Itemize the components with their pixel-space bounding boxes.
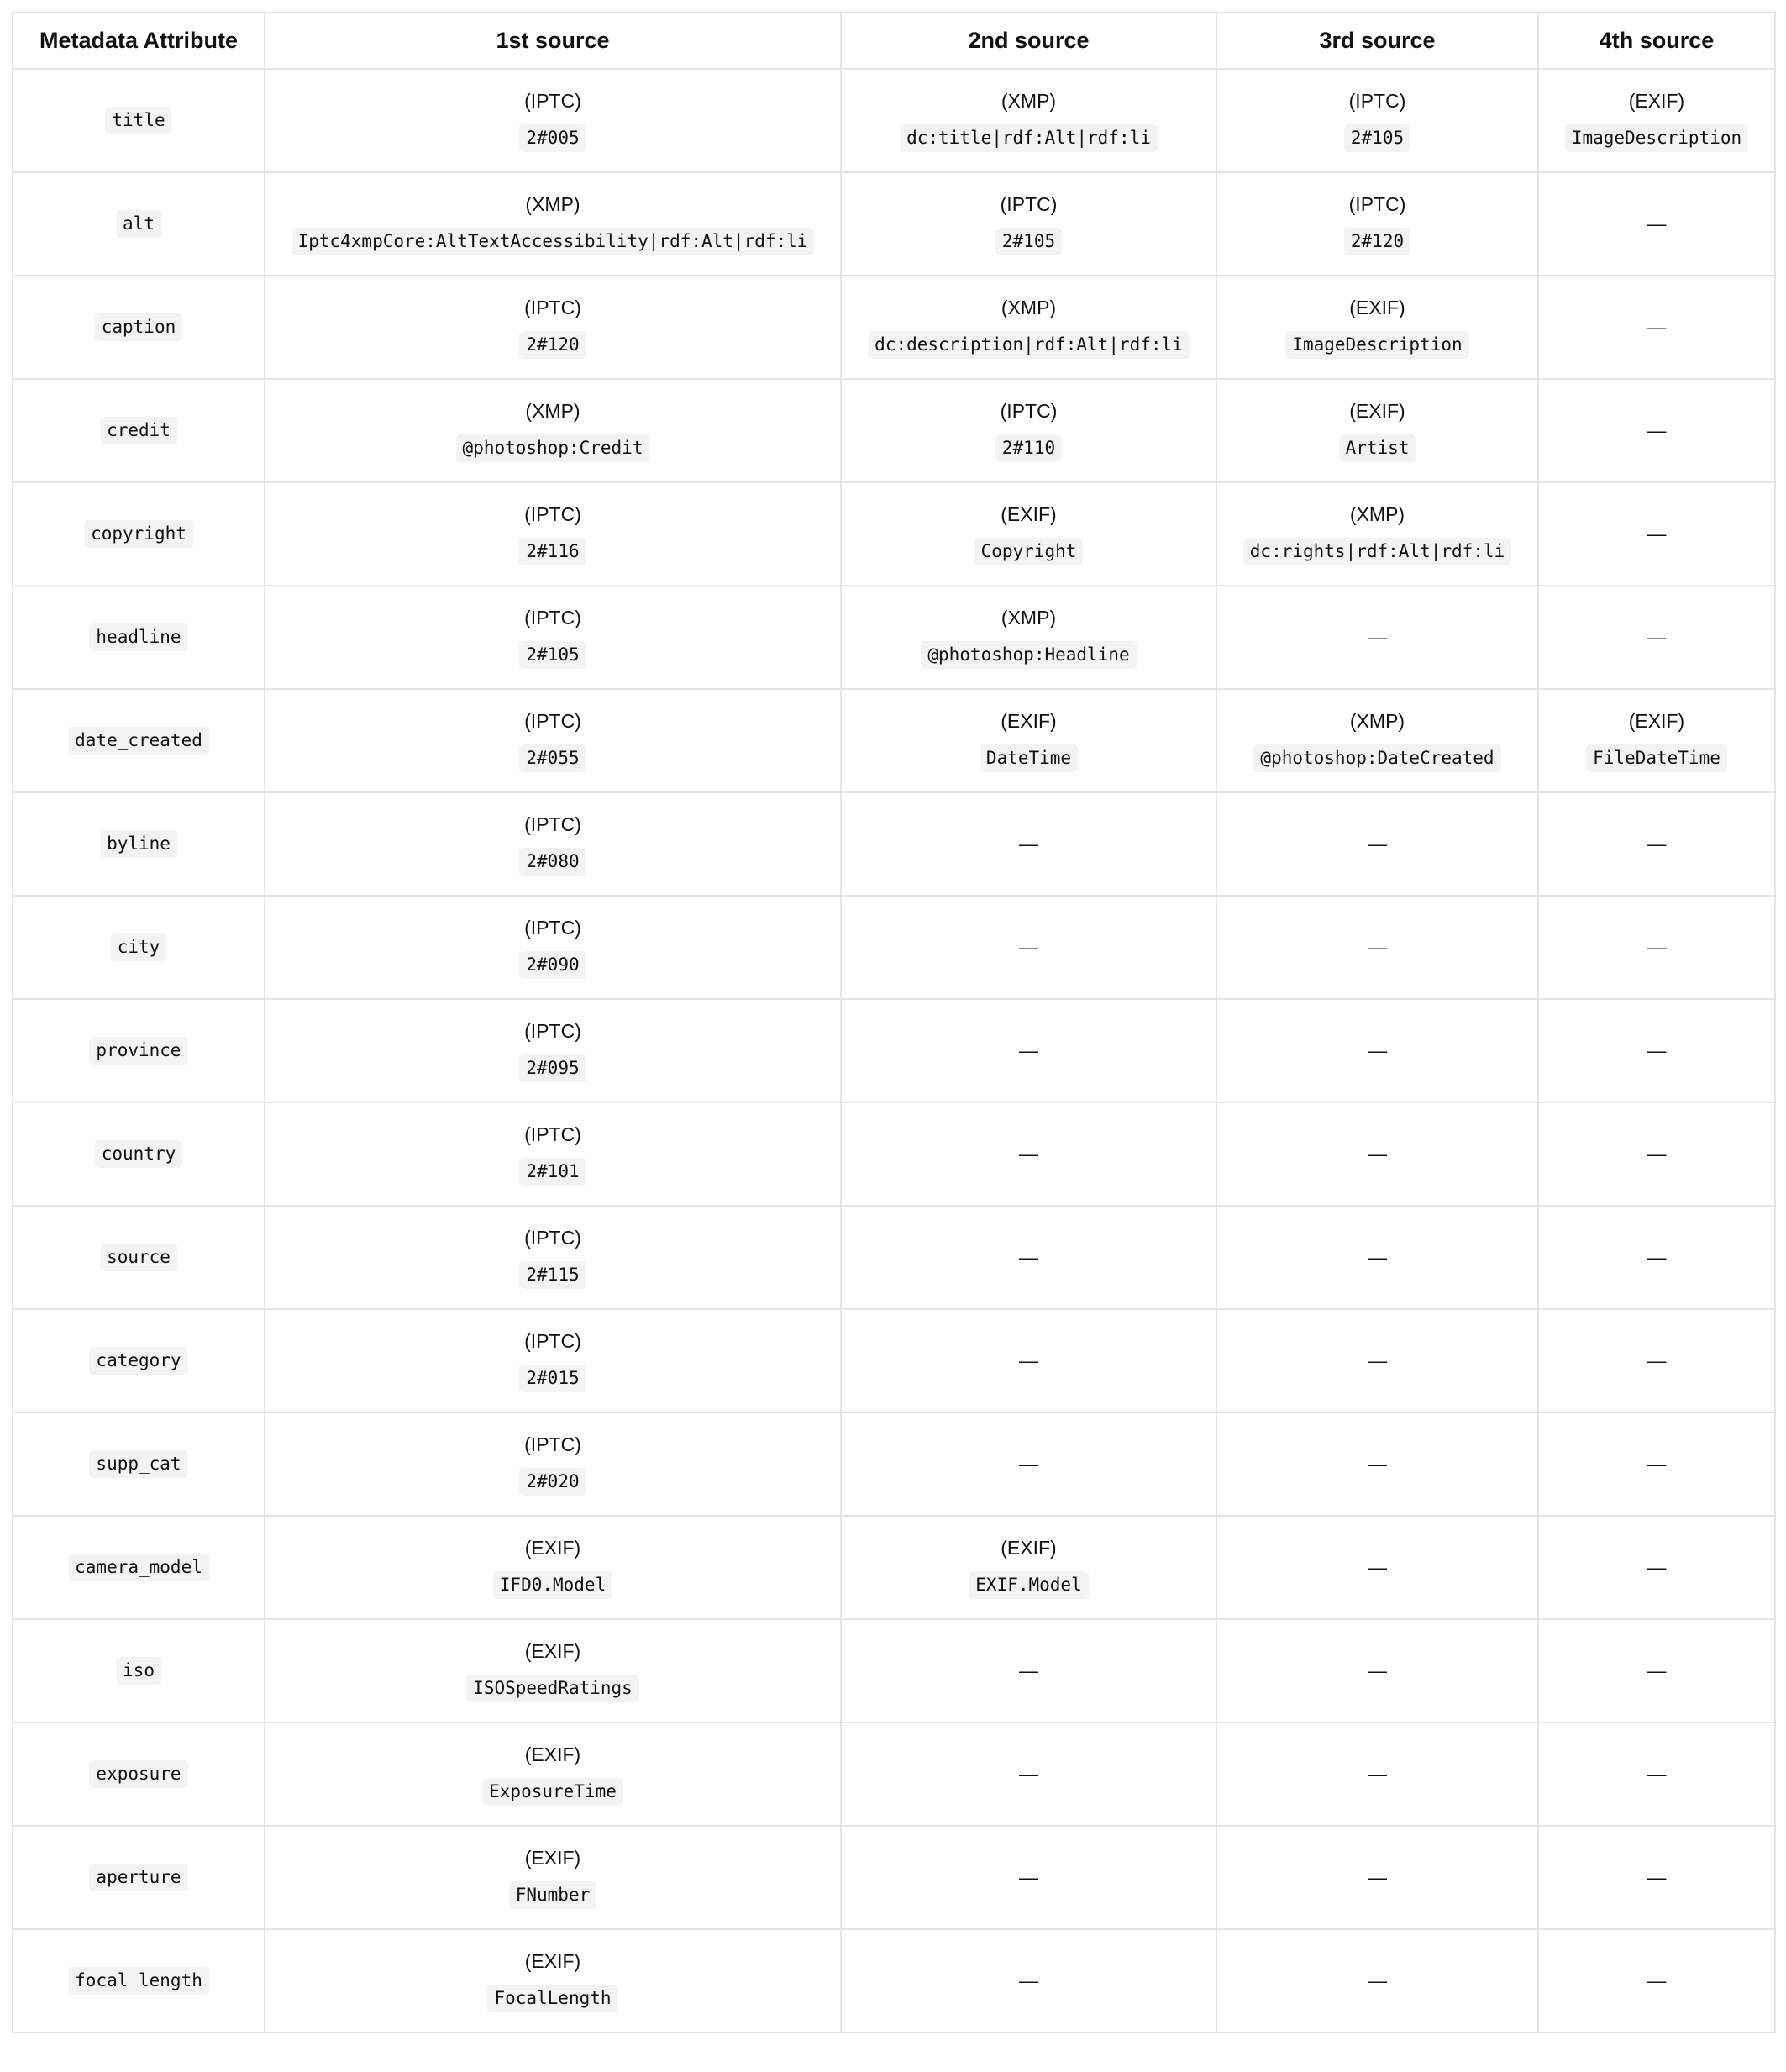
source-key: 2#110	[995, 434, 1062, 462]
source-1-cell	[265, 1309, 841, 1412]
source-key: 2#116	[519, 538, 586, 565]
source-1-cell	[265, 482, 841, 586]
source-1-cell	[265, 586, 841, 689]
source-type: (IPTC)	[524, 607, 581, 628]
attribute-name: exposure	[89, 1760, 187, 1788]
source-2-cell	[841, 482, 1216, 586]
source-type: (IPTC)	[524, 503, 581, 525]
column-header-source-3: 3rd source	[1216, 13, 1538, 69]
source-key: dc:description|rdf:Alt|rdf:li	[868, 331, 1190, 359]
attribute-cell	[13, 379, 265, 482]
empty-marker: —	[1647, 1659, 1667, 1681]
source-2-cell	[841, 1516, 1216, 1619]
attribute-name: iso	[116, 1657, 161, 1685]
source-key: FocalLength	[487, 1985, 617, 2012]
attribute-cell	[13, 896, 265, 999]
empty-marker: —	[1019, 1349, 1038, 1371]
attribute-name: category	[89, 1347, 187, 1375]
source-2-cell	[841, 379, 1216, 482]
source-key: 2#090	[519, 951, 586, 979]
attribute-cell	[13, 1722, 265, 1826]
empty-marker: —	[1647, 1039, 1667, 1061]
source-type: (IPTC)	[1000, 400, 1058, 422]
source-1-cell	[265, 1412, 841, 1516]
source-1-cell	[265, 172, 841, 276]
empty-marker: —	[1019, 1866, 1038, 1888]
source-type: (XMP)	[1001, 90, 1057, 112]
source-1-cell	[265, 69, 841, 172]
empty-marker: —	[1019, 1659, 1038, 1681]
source-type: (EXIF)	[524, 1640, 581, 1662]
attribute-cell	[13, 792, 265, 896]
source-type: (IPTC)	[524, 1020, 581, 1042]
attribute-name: title	[105, 107, 171, 134]
source-type: (IPTC)	[524, 297, 581, 318]
source-4-cell	[1538, 1412, 1775, 1516]
empty-marker: —	[1019, 1763, 1038, 1785]
source-3-cell	[1216, 276, 1538, 379]
source-key: EXIF.Model	[969, 1571, 1088, 1599]
source-3-cell	[1216, 1619, 1538, 1722]
source-1-cell	[265, 792, 841, 896]
attribute-cell	[13, 69, 265, 172]
source-4-cell	[1538, 379, 1775, 482]
source-3-cell	[1216, 172, 1538, 276]
source-1-cell	[265, 896, 841, 999]
attribute-name: copyright	[84, 520, 193, 548]
source-type: (XMP)	[1349, 503, 1405, 525]
attribute-cell	[13, 689, 265, 792]
source-key: Artist	[1339, 434, 1416, 462]
attribute-name: byline	[100, 830, 177, 858]
table-row	[13, 586, 1775, 689]
attribute-name: aperture	[89, 1864, 187, 1891]
source-type: (XMP)	[1001, 607, 1057, 628]
empty-marker: —	[1368, 1143, 1387, 1165]
source-2-cell	[841, 69, 1216, 172]
source-type: (XMP)	[525, 193, 580, 215]
attribute-name: source	[100, 1244, 177, 1271]
source-type: (IPTC)	[524, 90, 581, 112]
source-type: (IPTC)	[524, 917, 581, 939]
source-4-cell	[1538, 1516, 1775, 1619]
attribute-cell	[13, 999, 265, 1102]
source-3-cell	[1216, 1206, 1538, 1309]
empty-marker: —	[1647, 1453, 1667, 1475]
empty-marker: —	[1019, 1246, 1038, 1268]
empty-marker: —	[1368, 1763, 1387, 1785]
table-row	[13, 1516, 1775, 1619]
attribute-name: credit	[100, 417, 177, 444]
empty-marker: —	[1647, 936, 1667, 958]
attribute-cell	[13, 1929, 265, 2033]
source-2-cell	[841, 1722, 1216, 1826]
source-3-cell	[1216, 689, 1538, 792]
empty-marker: —	[1019, 1039, 1038, 1061]
source-4-cell	[1538, 482, 1775, 586]
source-type: (EXIF)	[524, 1537, 581, 1559]
source-key: @photoshop:Credit	[456, 434, 650, 462]
source-4-cell	[1538, 276, 1775, 379]
source-3-cell	[1216, 1929, 1538, 2033]
attribute-name: province	[89, 1037, 187, 1065]
empty-marker: —	[1647, 316, 1667, 338]
empty-marker: —	[1647, 1246, 1667, 1268]
source-1-cell	[265, 1722, 841, 1826]
source-key: 2#101	[519, 1158, 586, 1186]
empty-marker: —	[1368, 1453, 1387, 1475]
source-3-cell	[1216, 1516, 1538, 1619]
source-key: Iptc4xmpCore:AltTextAccessibility|rdf:Alt|rdf:li	[292, 228, 815, 255]
table-row	[13, 1722, 1775, 1826]
source-type: (IPTC)	[1348, 90, 1406, 112]
source-type: (EXIF)	[524, 1950, 581, 1972]
attribute-name: camera_model	[68, 1554, 209, 1581]
source-2-cell	[841, 896, 1216, 999]
table-row	[13, 69, 1775, 172]
source-4-cell	[1538, 1102, 1775, 1206]
source-2-cell	[841, 1309, 1216, 1412]
source-type: (IPTC)	[1000, 193, 1058, 215]
source-3-cell	[1216, 69, 1538, 172]
source-key: FNumber	[509, 1881, 597, 1909]
source-key: ExposureTime	[482, 1778, 623, 1806]
table-row	[13, 1309, 1775, 1412]
attribute-name: date_created	[68, 727, 209, 755]
attribute-cell	[13, 1826, 265, 1929]
source-3-cell	[1216, 379, 1538, 482]
source-key: ImageDescription	[1285, 331, 1468, 359]
empty-marker: —	[1647, 1866, 1667, 1888]
source-key: ISOSpeedRatings	[466, 1675, 639, 1702]
source-type: (XMP)	[1349, 710, 1405, 732]
attribute-name: supp_cat	[89, 1450, 187, 1478]
attribute-cell	[13, 482, 265, 586]
source-type: (EXIF)	[1001, 710, 1057, 732]
source-key: 2#015	[519, 1365, 586, 1392]
source-4-cell	[1538, 1929, 1775, 2033]
source-key: 2#105	[1344, 124, 1410, 152]
source-key: 2#080	[519, 848, 586, 876]
empty-marker: —	[1647, 1143, 1667, 1165]
source-1-cell	[265, 379, 841, 482]
source-type: (EXIF)	[524, 1847, 581, 1869]
source-key: @photoshop:Headline	[921, 641, 1136, 669]
attribute-cell	[13, 1309, 265, 1412]
table-row	[13, 1826, 1775, 1929]
source-4-cell	[1538, 1619, 1775, 1722]
table-row	[13, 1929, 1775, 2033]
empty-marker: —	[1368, 626, 1387, 648]
source-key: FileDateTime	[1586, 744, 1727, 772]
source-type: (EXIF)	[524, 1743, 581, 1765]
source-2-cell	[841, 1206, 1216, 1309]
source-3-cell	[1216, 792, 1538, 896]
attribute-name: caption	[95, 313, 183, 341]
source-key: 2#120	[1344, 228, 1410, 255]
source-type: (IPTC)	[1348, 193, 1406, 215]
empty-marker: —	[1368, 1246, 1387, 1268]
metadata-sources-table	[12, 12, 1776, 2033]
source-type: (EXIF)	[1349, 297, 1405, 318]
attribute-cell	[13, 276, 265, 379]
source-1-cell	[265, 1929, 841, 2033]
source-4-cell	[1538, 1722, 1775, 1826]
attribute-name: city	[111, 933, 167, 961]
source-3-cell	[1216, 999, 1538, 1102]
empty-marker: —	[1368, 1969, 1387, 1991]
column-header-attribute: Metadata Attribute	[13, 13, 265, 69]
table-row	[13, 689, 1775, 792]
source-1-cell	[265, 1516, 841, 1619]
table-row	[13, 792, 1775, 896]
source-key: 2#115	[519, 1261, 586, 1289]
source-3-cell	[1216, 896, 1538, 999]
source-2-cell	[841, 1412, 1216, 1516]
table-row	[13, 1206, 1775, 1309]
empty-marker: —	[1019, 1453, 1038, 1475]
source-4-cell	[1538, 792, 1775, 896]
source-key: dc:title|rdf:Alt|rdf:li	[900, 124, 1158, 152]
table-row	[13, 896, 1775, 999]
empty-marker: —	[1368, 1556, 1387, 1578]
column-header-source-2: 2nd source	[841, 13, 1216, 69]
source-2-cell	[841, 586, 1216, 689]
source-key: ImageDescription	[1565, 124, 1748, 152]
source-key: 2#095	[519, 1054, 586, 1082]
empty-marker: —	[1368, 1866, 1387, 1888]
table-row	[13, 482, 1775, 586]
attribute-cell	[13, 1206, 265, 1309]
source-key: dc:rights|rdf:Alt|rdf:li	[1243, 538, 1511, 565]
table-body	[13, 69, 1775, 2033]
source-type: (XMP)	[1001, 297, 1057, 318]
source-key: 2#055	[519, 744, 586, 772]
source-1-cell	[265, 276, 841, 379]
source-key: 2#005	[519, 124, 586, 152]
source-3-cell	[1216, 1102, 1538, 1206]
source-type: (IPTC)	[524, 1433, 581, 1455]
source-1-cell	[265, 1206, 841, 1309]
source-type: (IPTC)	[524, 1227, 581, 1249]
source-4-cell	[1538, 172, 1775, 276]
attribute-name: country	[95, 1140, 183, 1168]
source-4-cell	[1538, 999, 1775, 1102]
source-2-cell	[841, 1826, 1216, 1929]
table-row	[13, 276, 1775, 379]
source-key: 2#120	[519, 331, 586, 359]
empty-marker: —	[1647, 1349, 1667, 1371]
table-row	[13, 379, 1775, 482]
empty-marker: —	[1647, 1763, 1667, 1785]
source-4-cell	[1538, 586, 1775, 689]
source-2-cell	[841, 1619, 1216, 1722]
attribute-cell	[13, 1102, 265, 1206]
source-1-cell	[265, 689, 841, 792]
source-2-cell	[841, 1929, 1216, 2033]
empty-marker: —	[1647, 1556, 1667, 1578]
source-type: (XMP)	[525, 400, 580, 422]
source-4-cell	[1538, 1206, 1775, 1309]
source-3-cell	[1216, 1309, 1538, 1412]
empty-marker: —	[1019, 833, 1038, 855]
source-3-cell	[1216, 1826, 1538, 1929]
source-key: @photoshop:DateCreated	[1253, 744, 1500, 772]
empty-marker: —	[1368, 936, 1387, 958]
source-type: (IPTC)	[524, 1123, 581, 1145]
attribute-name: focal_length	[68, 1967, 209, 1995]
source-key: 2#105	[995, 228, 1062, 255]
source-2-cell	[841, 1102, 1216, 1206]
source-key: 2#020	[519, 1468, 586, 1496]
table-row	[13, 1102, 1775, 1206]
source-type: (IPTC)	[524, 813, 581, 835]
source-key: IFD0.Model	[493, 1571, 612, 1599]
source-3-cell	[1216, 586, 1538, 689]
table-header-row	[13, 13, 1775, 69]
attribute-cell	[13, 1516, 265, 1619]
empty-marker: —	[1647, 523, 1667, 544]
table-row	[13, 1619, 1775, 1722]
empty-marker: —	[1368, 1039, 1387, 1061]
attribute-name: headline	[89, 623, 187, 651]
empty-marker: —	[1368, 1349, 1387, 1371]
source-2-cell	[841, 999, 1216, 1102]
attribute-name: alt	[116, 210, 161, 238]
source-type: (IPTC)	[524, 710, 581, 732]
source-type: (EXIF)	[1628, 90, 1685, 112]
attribute-cell	[13, 1619, 265, 1722]
column-header-source-1: 1st source	[265, 13, 841, 69]
source-2-cell	[841, 276, 1216, 379]
source-1-cell	[265, 1102, 841, 1206]
source-1-cell	[265, 1619, 841, 1722]
source-key: DateTime	[980, 744, 1078, 772]
attribute-cell	[13, 172, 265, 276]
source-type: (EXIF)	[1628, 710, 1685, 732]
source-4-cell	[1538, 1826, 1775, 1929]
empty-marker: —	[1019, 1143, 1038, 1165]
source-2-cell	[841, 172, 1216, 276]
source-3-cell	[1216, 1722, 1538, 1826]
empty-marker: —	[1647, 833, 1667, 855]
source-1-cell	[265, 999, 841, 1102]
source-type: (EXIF)	[1001, 1537, 1057, 1559]
source-3-cell	[1216, 482, 1538, 586]
source-2-cell	[841, 689, 1216, 792]
table-row	[13, 172, 1775, 276]
source-type: (IPTC)	[524, 1330, 581, 1352]
source-2-cell	[841, 792, 1216, 896]
empty-marker: —	[1019, 1969, 1038, 1991]
empty-marker: —	[1019, 936, 1038, 958]
empty-marker: —	[1647, 213, 1667, 234]
source-3-cell	[1216, 1412, 1538, 1516]
source-4-cell	[1538, 689, 1775, 792]
table-row	[13, 999, 1775, 1102]
empty-marker: —	[1647, 626, 1667, 648]
source-type: (EXIF)	[1349, 400, 1405, 422]
empty-marker: —	[1368, 833, 1387, 855]
empty-marker: —	[1368, 1659, 1387, 1681]
column-header-source-4: 4th source	[1538, 13, 1775, 69]
source-1-cell	[265, 1826, 841, 1929]
empty-marker: —	[1647, 1969, 1667, 1991]
empty-marker: —	[1647, 419, 1667, 441]
table-row	[13, 1412, 1775, 1516]
source-key: 2#105	[519, 641, 586, 669]
source-4-cell	[1538, 896, 1775, 999]
attribute-cell	[13, 1412, 265, 1516]
source-4-cell	[1538, 69, 1775, 172]
source-4-cell	[1538, 1309, 1775, 1412]
source-type: (EXIF)	[1001, 503, 1057, 525]
attribute-cell	[13, 586, 265, 689]
source-key: Copyright	[974, 538, 1084, 565]
